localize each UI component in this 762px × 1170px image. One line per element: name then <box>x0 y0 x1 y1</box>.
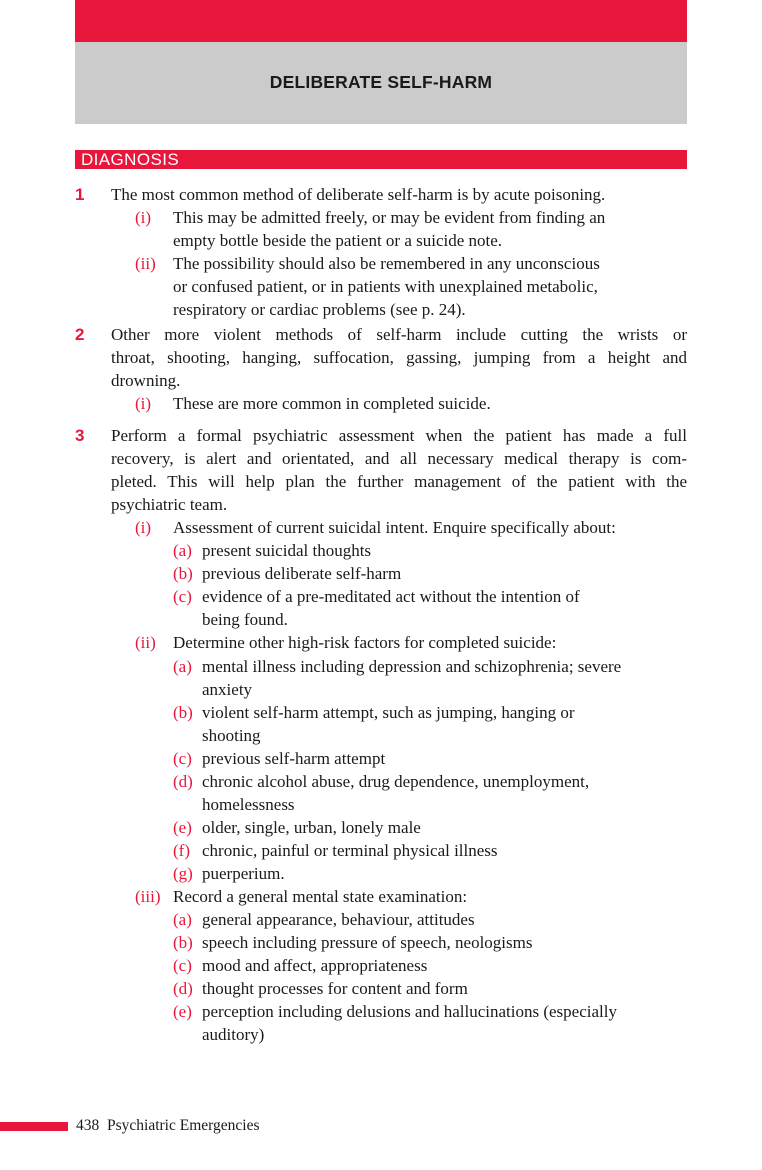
sub-item-text-line: Assessment of current suicidal intent. Enquire specifically about: <box>173 518 616 538</box>
item-number: 3 <box>75 426 85 445</box>
running-title: Psychiatric Emergencies <box>107 1117 260 1134</box>
chapter-title: DELIBERATE SELF-HARM <box>269 72 493 92</box>
sub-sub-item-marker: (b) <box>173 564 193 584</box>
sub-sub-item-marker: (d) <box>173 979 193 999</box>
sub-item-marker: (iii) <box>135 887 161 906</box>
sub-item-text-line: Record a general mental state examination: <box>173 887 468 906</box>
sub-sub-item-marker: (f) <box>173 840 190 860</box>
sub-sub-item-text-line: puerperium. <box>202 863 285 883</box>
sub-sub-item-text-line: mental illness including depression and schizophrenia; severe <box>202 656 622 676</box>
sub-sub-item-text-line: older, single, urban, lonely male <box>202 817 421 837</box>
footer-red-bar <box>0 1122 68 1131</box>
sub-sub-item-marker: (b) <box>173 933 193 953</box>
sub-sub-item-text-line: chronic, painful or terminal physical illness <box>202 840 498 860</box>
page-number: 438 <box>76 1117 100 1134</box>
item-text-line: psychiatric team. <box>111 495 228 515</box>
sub-item-text-line: or confused patient, or in patients with unexplained metabolic, <box>173 277 598 297</box>
sub-sub-item-text-line: general appearance, behaviour, attitudes <box>202 910 475 930</box>
item-text-line: The most common method of deliberate self-harm is by acute poisoning. <box>111 185 606 204</box>
sub-item-text-line: These are more common in completed suicide. <box>173 394 491 414</box>
sub-item-marker: (ii) <box>135 254 156 274</box>
sub-sub-item-marker: (g) <box>173 863 193 883</box>
sub-sub-item-text-line: speech including pressure of speech, neologisms <box>202 933 533 953</box>
sub-item-marker: (ii) <box>135 633 156 653</box>
sub-sub-item-text-line: present suicidal thoughts <box>202 541 372 561</box>
sub-sub-item-text-line: thought processes for content and form <box>202 979 468 999</box>
sub-sub-item-text-line: shooting <box>202 725 261 745</box>
header-red-bar <box>75 0 687 42</box>
sub-sub-item-text-line: mood and affect, appropriateness <box>202 956 428 976</box>
sub-sub-item-marker: (c) <box>173 956 192 976</box>
sub-item-marker: (i) <box>135 394 152 414</box>
item-text-line: throat, shooting, hanging, suffocation, gassing, jumping from a height and <box>111 348 687 368</box>
sub-sub-item-marker: (c) <box>173 748 192 768</box>
item-text-line: pleted. This will help plan the further management of the patient with the <box>111 472 687 492</box>
page-footer <box>76 1116 260 1136</box>
sub-sub-item-text-line: previous deliberate self-harm <box>202 564 402 584</box>
sub-sub-item-text-line: evidence of a pre-meditated act without the intention of <box>202 587 580 607</box>
item-number: 1 <box>75 185 85 204</box>
sub-item-text-line: Determine other high-risk factors for completed suicide: <box>173 633 557 653</box>
sub-sub-item-text-line: homelessness <box>202 794 295 814</box>
item-number: 2 <box>75 325 85 344</box>
sub-item-text-line: This may be admitted freely, or may be evident from finding an <box>173 208 606 228</box>
sub-sub-item-text-line: violent self-harm attempt, such as jumping, hanging or <box>202 702 575 722</box>
sub-sub-item-marker: (c) <box>173 587 192 607</box>
sub-sub-item-text-line: perception including delusions and hallucinations (especially <box>202 1002 617 1022</box>
item-text-line: recovery, is alert and orientated, and all necessary medical therapy is com- <box>111 449 687 469</box>
sub-sub-item-marker: (e) <box>173 817 192 837</box>
sub-sub-item-text-line: being found. <box>202 610 288 630</box>
item-text-line: Other more violent methods of self-harm include cutting the wrists or <box>111 325 687 344</box>
sub-sub-item-marker: (b) <box>173 702 193 722</box>
sub-sub-item-marker: (d) <box>173 771 193 791</box>
sub-item-text-line: empty bottle beside the patient or a suicide note. <box>173 231 503 251</box>
sub-item-marker: (i) <box>135 208 152 228</box>
section-heading-bar <box>75 150 687 169</box>
sub-item-marker: (i) <box>135 518 152 538</box>
sub-sub-item-marker: (e) <box>173 1002 192 1022</box>
sub-item-text-line: The possibility should also be remembered in any unconscious <box>173 254 600 274</box>
sub-sub-item-text-line: chronic alcohol abuse, drug dependence, unemployment, <box>202 771 590 791</box>
sub-item-text-line: respiratory or cardiac problems (see p. 24). <box>173 300 466 320</box>
sub-sub-item-text-line: previous self-harm attempt <box>202 748 386 768</box>
sub-sub-item-marker: (a) <box>173 656 192 676</box>
sub-sub-item-text-line: anxiety <box>202 679 253 699</box>
item-text-line: drowning. <box>111 371 181 391</box>
sub-sub-item-marker: (a) <box>173 541 192 561</box>
item-text-line: Perform a formal psychiatric assessment when the patient has made a full <box>111 426 687 445</box>
sub-sub-item-text-line: auditory) <box>202 1025 265 1045</box>
section-heading: DIAGNOSIS <box>81 150 180 169</box>
sub-sub-item-marker: (a) <box>173 910 192 930</box>
